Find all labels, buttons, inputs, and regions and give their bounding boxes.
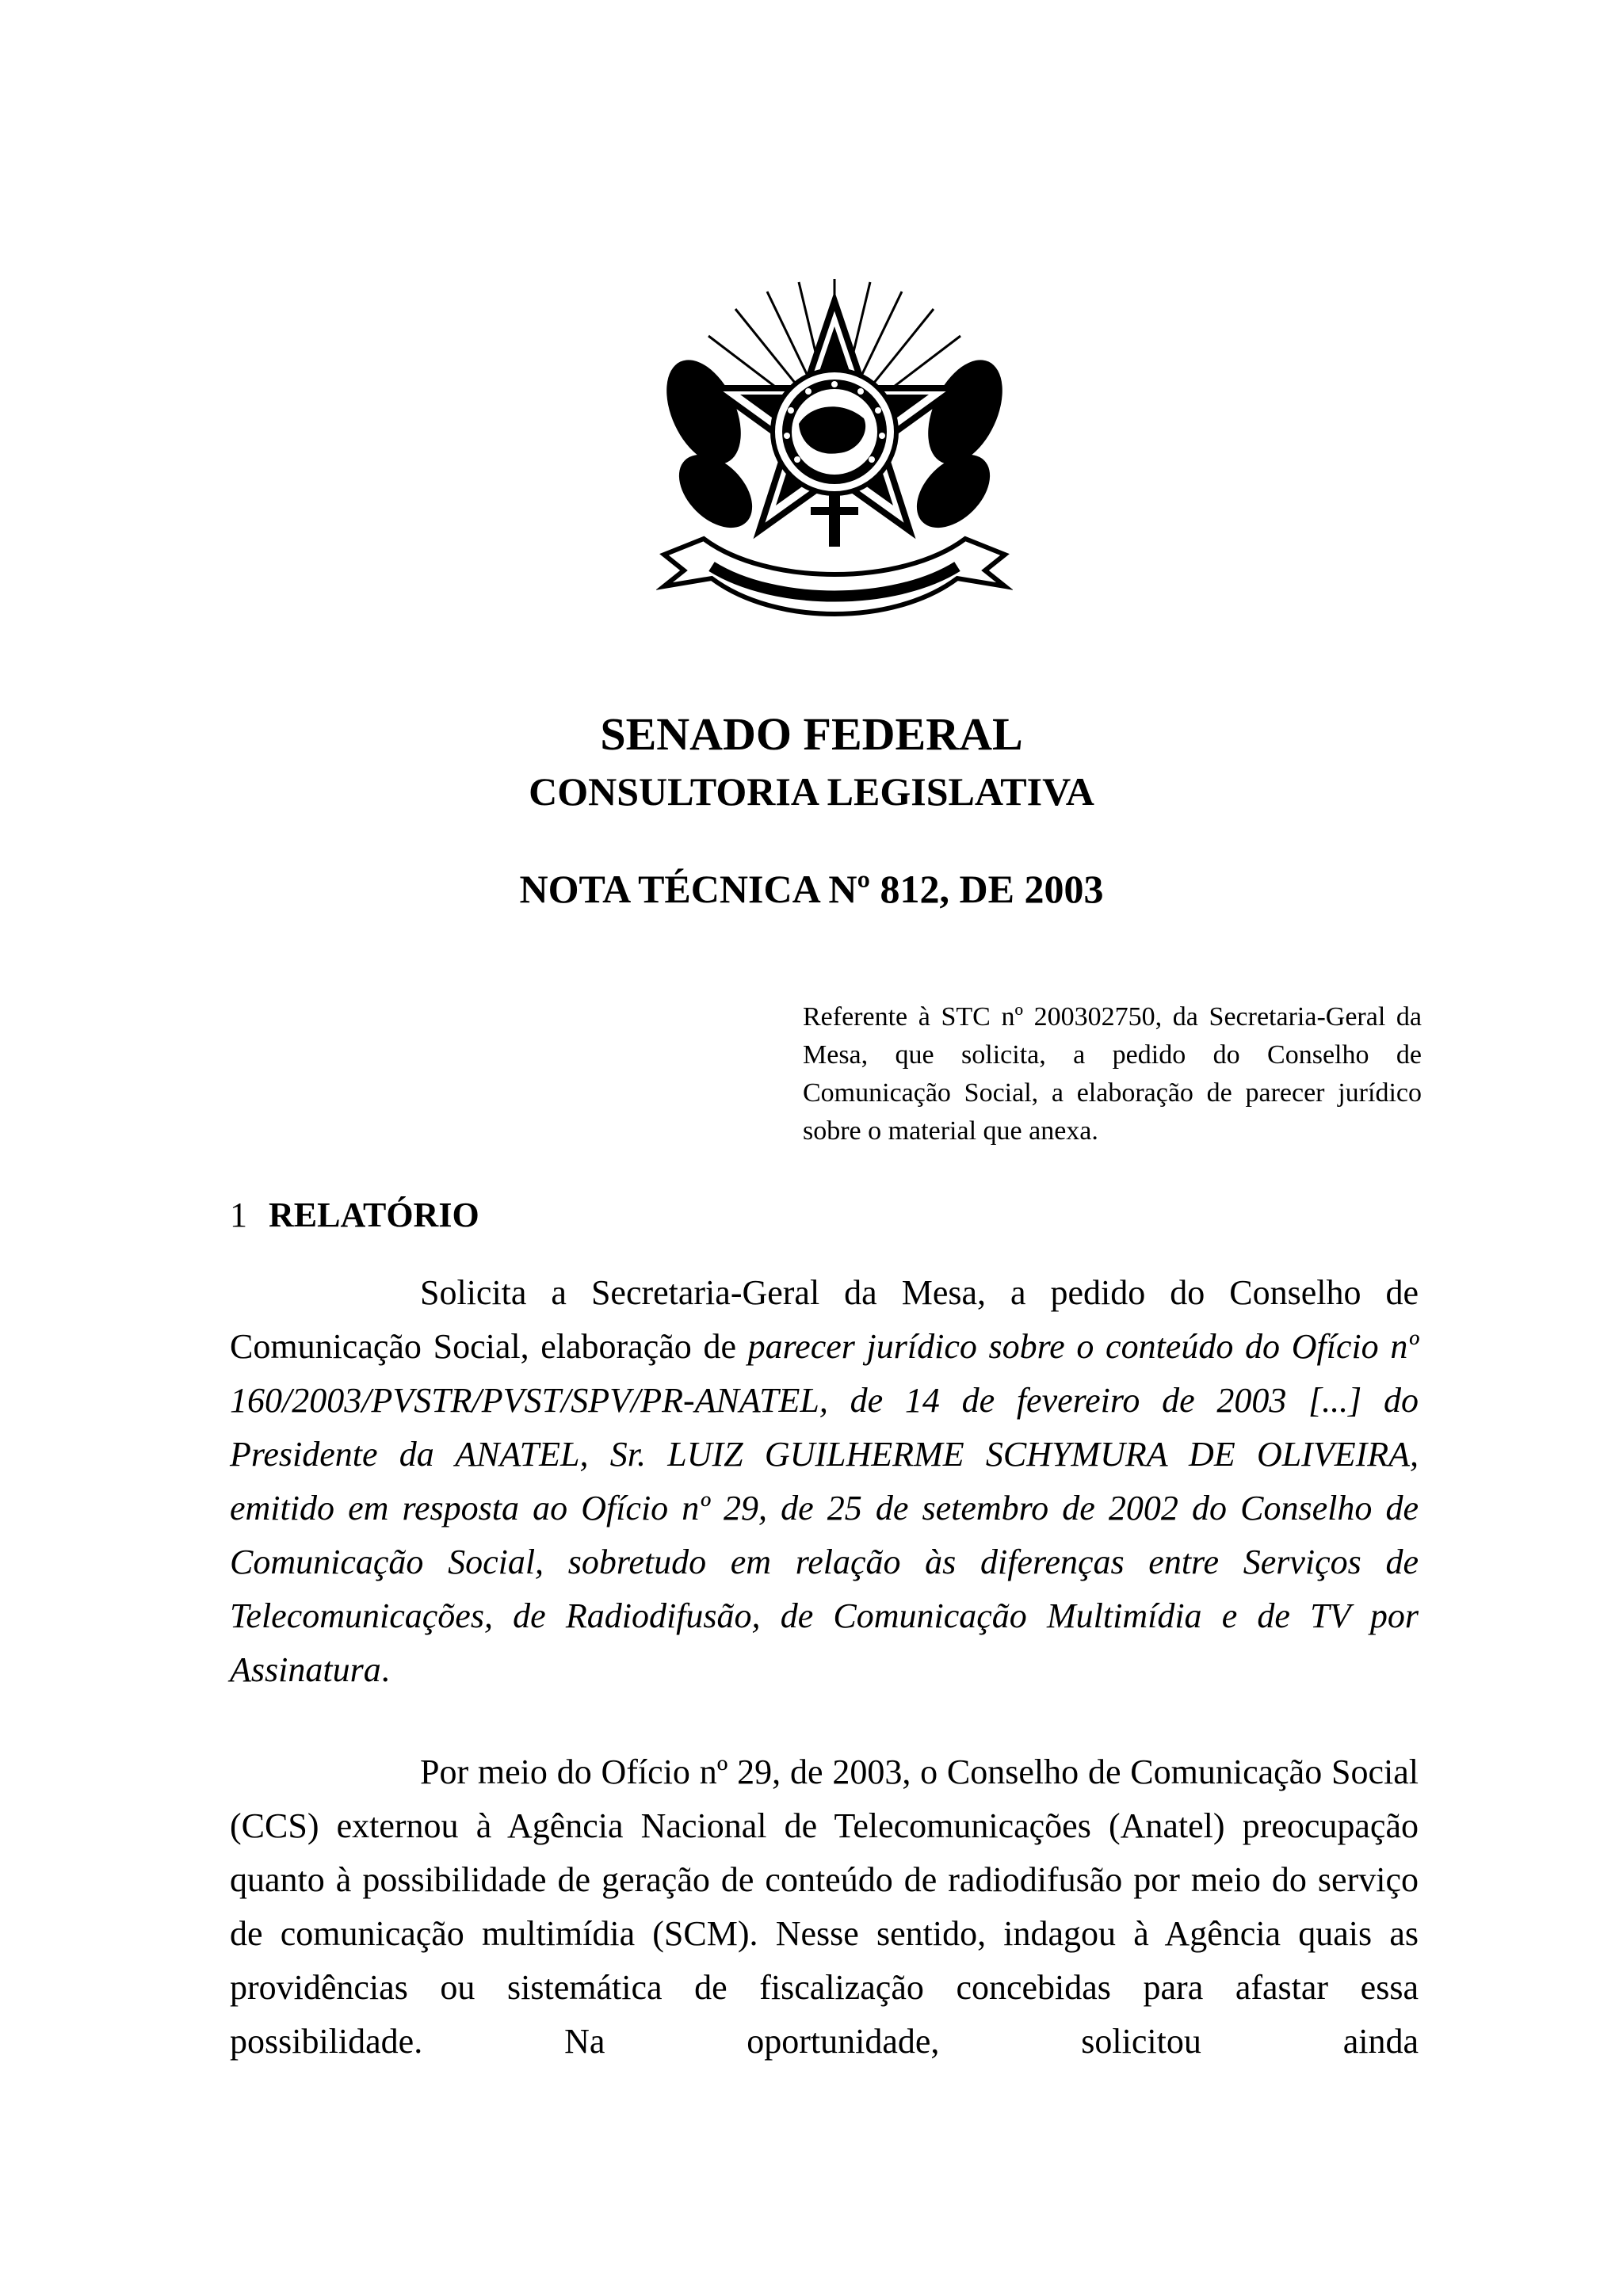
paragraph-1-end: . bbox=[380, 1650, 390, 1689]
department-name: CONSULTORIA LEGISLATIVA bbox=[529, 769, 1094, 814]
coat-of-arms-icon bbox=[656, 269, 1013, 642]
coat-of-arms-graphic bbox=[656, 269, 1013, 642]
referente-summary: Referente à STC nº 200302750, da Secretaria-Geral da Mesa, que solicita, a pedido do Conselho de Comunicação Social, a elaboração de parecer jurídico sobre o material que anexa. bbox=[803, 1002, 1422, 1146]
document-title: NOTA TÉCNICA Nº 812, DE 2003 bbox=[519, 867, 1104, 911]
paragraph-1-quote: parecer jurídico sobre o conteúdo do Ofício nº 160/2003/PVSTR/PVST/SPV/PR-ANATEL, de 14 de fevereiro de 2003 [...] do Presidente da ANATEL, Sr. LUIZ GUILHERME SCHYMURA DE OLIVEIRA, emitido em resposta ao Ofício nº 29, de 25 de setembro de 2002 do Conselho de Comunicação Social, sobretudo em relação às diferenças entre Serviços de Telecomunicações, de Radiodifusão, de Comunicação Multimídia e de TV por Assinatura bbox=[230, 1327, 1419, 1689]
section-title: RELATÓRIO bbox=[269, 1196, 479, 1234]
paragraph-1 bbox=[230, 1266, 1419, 1697]
paragraph-1-intro: Solicita a Secretaria-Geral da Mesa, a pedido do Conselho de Comunicação Social, elaboração de bbox=[230, 1273, 1419, 1366]
section-heading bbox=[230, 1195, 479, 1235]
paragraph-2 bbox=[230, 1745, 1419, 2069]
institution-name: SENADO FEDERAL bbox=[600, 708, 1023, 760]
section-number: 1 bbox=[230, 1196, 247, 1234]
paragraph-2-text: Por meio do Ofício nº 29, de 2003, o Conselho de Comunicação Social (CCS) externou à Agência Nacional de Telecomunicações (Anatel) preocupação quanto à possibilidade de geração de conteúdo de radiodifusão por meio do serviço de comunicação multimídia (SCM). Nesse sentido, indagou à Agência quais as providências ou sistemática de fiscalização concebidas para afastar essa possibilidade. Na oportunidade, solicitou ainda bbox=[230, 1753, 1419, 2061]
